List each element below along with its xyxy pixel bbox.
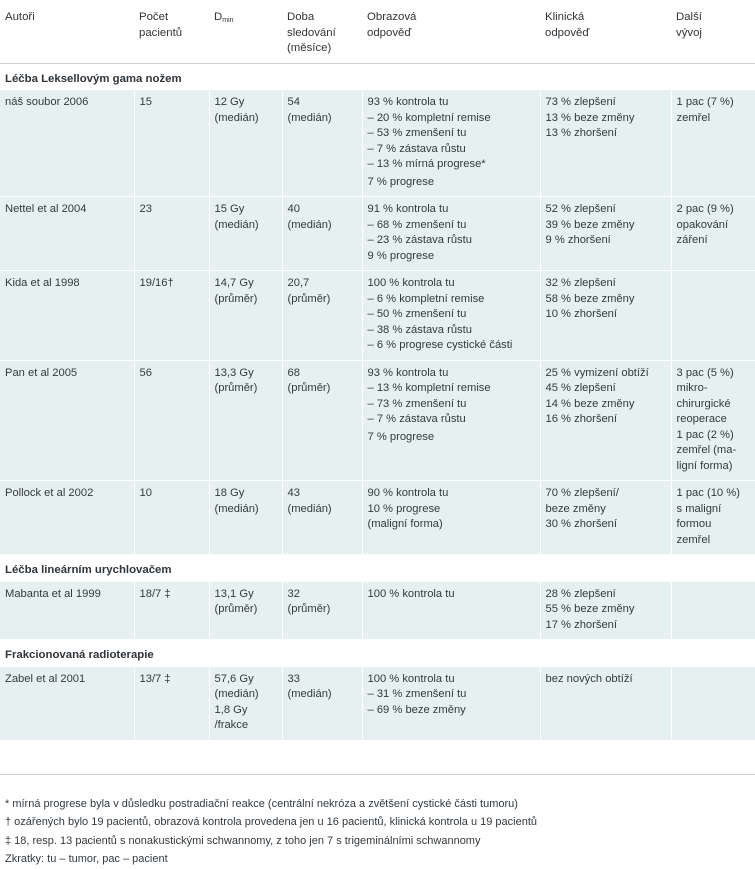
cell-line: 15 Gy <box>214 203 245 215</box>
cell-line: 1 pac (7 %) <box>676 96 734 108</box>
cell-line: – 31 % zmenšení tu <box>367 688 467 700</box>
cell-line: 10 % progrese <box>367 502 441 515</box>
header-followup: Doba sledování (měsíce) <box>282 0 362 63</box>
cell-text: Pollock et al 2002 <box>5 487 94 499</box>
cell-line: ligní forma) <box>676 459 733 472</box>
cell-line: 12 Gy <box>214 96 245 108</box>
section-header <box>0 555 755 582</box>
cell-line: 58 % beze změny <box>545 292 635 305</box>
cell-line: (medián) <box>214 111 259 124</box>
cell-line: – 7 % zástava růstu <box>367 142 466 155</box>
cell-line: (maligní forma) <box>367 518 443 530</box>
clinical-cell <box>540 360 671 481</box>
author-cell <box>0 271 134 361</box>
cell-line: 33 <box>287 672 300 685</box>
cell-line: bez nových obtíží <box>545 672 633 685</box>
cell-line: 52 % zlepšení <box>545 203 616 215</box>
footnotes <box>0 774 755 869</box>
cell-text: 19/16† <box>139 277 174 289</box>
patients-cell <box>134 481 209 555</box>
cell-line: 1,8 Gy <box>214 703 248 716</box>
cell-line: (medián) <box>214 218 259 231</box>
cell-line: opakování <box>676 218 729 231</box>
header-dmin: $D_{min}$ <box>209 0 282 63</box>
cell-line: 16 % zhoršení <box>545 413 618 425</box>
cell-line: – 23 % zástava růstu <box>367 234 472 246</box>
cell-line: 13,1 Gy <box>214 587 254 600</box>
clinical-cell <box>540 481 671 555</box>
cell-line: 1 pac (2 %) <box>676 428 734 441</box>
patients-cell <box>134 582 209 640</box>
cell-line: 14 % beze změny <box>545 397 635 410</box>
cell-line: záření <box>676 234 708 246</box>
table-row <box>0 667 755 741</box>
table-row <box>0 197 755 271</box>
cell-line: (medián) <box>287 111 332 124</box>
followup-cell <box>282 481 362 555</box>
clinical-cell <box>540 667 671 741</box>
cell-line: 100 % kontrola tu <box>367 277 455 289</box>
section-header <box>0 63 755 90</box>
cell-line: 32 % zlepšení <box>545 277 616 289</box>
cell-text: Pan et al 2005 <box>5 366 78 379</box>
further-cell <box>671 271 755 361</box>
cell-line: – 7 % zástava růstu <box>367 413 466 425</box>
header-clinical: Klinická odpověď <box>540 0 671 63</box>
cell-line: – 50 % zmenšení tu <box>367 308 467 320</box>
section-header <box>0 640 755 667</box>
cell-line: formou <box>676 518 712 530</box>
author-cell <box>0 90 134 197</box>
imaging-cell <box>362 360 540 481</box>
dose-cell <box>209 360 282 481</box>
cell-text: Kida et al 1998 <box>5 277 80 289</box>
patients-cell <box>134 667 209 741</box>
imaging-cell <box>362 667 540 741</box>
cell-text: 56 <box>139 366 152 379</box>
cell-line: 1 pac (10 %) <box>676 487 740 499</box>
cell-line: – 38 % zástava růstu <box>367 323 472 336</box>
further-cell <box>671 582 755 640</box>
table-row <box>0 90 755 197</box>
further-cell <box>671 481 755 555</box>
section-title: Léčba lineárním urychlovačem <box>0 555 755 582</box>
cell-line: (medián) <box>287 218 332 231</box>
footnote: ‡ 18, resp. 13 pacientů s nonakustickými schwannomy, z toho jen 7 s trigeminálními schwannomy <box>5 834 481 847</box>
header-authors: Autoři <box>0 0 134 63</box>
cell-line: (medián) <box>287 688 332 700</box>
followup-cell <box>282 360 362 481</box>
followup-cell <box>282 667 362 741</box>
cell-line: zemřel <box>676 533 711 546</box>
table-row <box>0 360 755 481</box>
table-row <box>0 582 755 640</box>
cell-line: 68 <box>287 366 300 379</box>
cell-line: 55 % beze změny <box>545 603 635 615</box>
cell-line: (průměr) <box>214 382 258 394</box>
cell-line: (medián) <box>287 502 332 515</box>
clinical-cell <box>540 197 671 271</box>
cell-line: 40 <box>287 203 300 215</box>
cell-line: 39 % beze změny <box>545 218 635 231</box>
cell-line: beze změny <box>545 502 606 515</box>
table-body <box>0 63 755 740</box>
clinical-cell <box>540 90 671 197</box>
followup-cell <box>282 582 362 640</box>
footnote: * mírná progrese byla v důsledku postradiační reakce (centrální nekróza a zvětšení cystické části tumoru) <box>5 797 518 810</box>
cell-line: (průměr) <box>214 603 258 615</box>
followup-cell <box>282 90 362 197</box>
cell-line: 7 % progrese <box>367 175 435 188</box>
cell-line: 32 <box>287 587 300 600</box>
section-title: Frakcionovaná radioterapie <box>0 640 755 667</box>
further-cell <box>671 90 755 197</box>
cell-line: chirurgické <box>676 397 731 410</box>
header-patients: Počet pacientů <box>134 0 209 63</box>
cell-line: – 69 % beze změny <box>367 703 466 716</box>
cell-line: 90 % kontrola tu <box>367 487 449 499</box>
cell-line: 91 % kontrola tu <box>367 203 449 215</box>
cell-text: Zabel et al 2001 <box>5 672 86 685</box>
abbreviations-note: Zkratky: tu – tumor, pac – pacient <box>5 853 168 866</box>
cell-line: (medián) <box>214 688 259 700</box>
cell-line: 100 % kontrola tu <box>367 587 455 600</box>
cell-line: 45 % zlepšení <box>545 382 616 394</box>
cell-line: – 13 % mírná progrese* <box>367 158 486 170</box>
cell-line: (průměr) <box>287 382 331 394</box>
imaging-cell <box>362 197 540 271</box>
cell-line: 43 <box>287 487 300 499</box>
cell-line: 70 % zlepšení/ <box>545 487 619 499</box>
cell-text: 13/7 ‡ <box>139 672 171 685</box>
cell-text: Nettel et al 2004 <box>5 203 87 215</box>
cell-line: reoperace <box>676 413 727 425</box>
dose-cell <box>209 271 282 361</box>
cell-line: 73 % zlepšení <box>545 96 616 108</box>
further-cell <box>671 360 755 481</box>
cell-line: 9 % progrese <box>367 249 435 262</box>
cell-line: 25 % vymizení obtíží <box>545 366 649 379</box>
followup-cell <box>282 271 362 361</box>
cell-line: – 68 % zmenšení tu <box>367 218 467 231</box>
cell-line: /frakce <box>214 719 249 731</box>
dose-cell <box>209 197 282 271</box>
cell-line: 93 % kontrola tu <box>367 366 449 379</box>
dose-cell <box>209 481 282 555</box>
cell-line: (průměr) <box>287 603 331 615</box>
cell-line: (průměr) <box>287 292 331 305</box>
cell-line: 13 % zhoršení <box>545 127 618 139</box>
imaging-cell <box>362 271 540 361</box>
cell-line: 7 % progrese <box>367 430 435 443</box>
cell-line: 54 <box>287 96 300 108</box>
header-further: Další vývoj <box>671 0 755 63</box>
cell-text: Mabanta et al 1999 <box>5 587 101 600</box>
further-cell <box>671 667 755 741</box>
imaging-cell <box>362 481 540 555</box>
cell-line: 18 Gy <box>214 487 245 499</box>
cell-line: 100 % kontrola tu <box>367 672 455 685</box>
cell-line: – 20 % kompletní remise <box>367 111 491 124</box>
cell-line: s maligní <box>676 502 722 515</box>
patients-cell <box>134 360 209 481</box>
cell-text: 18/7 ‡ <box>139 587 171 600</box>
followup-cell <box>282 197 362 271</box>
cell-line: 20,7 <box>287 277 310 289</box>
cell-line: 3 pac (5 %) <box>676 366 734 379</box>
cell-line: zemřel (ma- <box>676 444 737 456</box>
cell-line: 10 % zhoršení <box>545 308 618 320</box>
header-imaging: Obrazová odpověď <box>362 0 540 63</box>
cell-text: 10 <box>139 487 152 499</box>
cell-line: – 53 % zmenšení tu <box>367 127 467 139</box>
cell-line: 2 pac (9 %) <box>676 203 734 215</box>
author-cell <box>0 481 134 555</box>
cell-line: (průměr) <box>214 292 258 305</box>
dose-cell <box>209 582 282 640</box>
cell-line: 28 % zlepšení <box>545 587 616 600</box>
cell-text: 15 <box>139 96 152 108</box>
cell-line: mikro- <box>676 382 708 394</box>
cell-text: 23 <box>139 203 152 215</box>
cell-line: 17 % zhoršení <box>545 618 618 631</box>
author-cell <box>0 197 134 271</box>
cell-line: – 73 % zmenšení tu <box>367 397 467 410</box>
dose-cell <box>209 90 282 197</box>
footnote: † ozářených bylo 19 pacientů, obrazová kontrola provedena jen u 16 pacientů, klinická kontrola u 19 pacientů <box>5 816 538 829</box>
cell-line: 13 % beze změny <box>545 111 635 124</box>
cell-line: 30 % zhoršení <box>545 518 618 530</box>
cell-line: – 6 % kompletní remise <box>367 292 485 305</box>
cell-line: 9 % zhoršení <box>545 234 611 246</box>
cell-line: 14,7 Gy <box>214 277 254 289</box>
table-row <box>0 271 755 361</box>
cell-text: náš soubor 2006 <box>5 96 89 108</box>
further-cell <box>671 197 755 271</box>
section-title: Léčba Leksellovým gama nožem <box>0 63 755 90</box>
cell-line: – 13 % kompletní remise <box>367 382 491 394</box>
cell-line: zemřel <box>676 111 711 124</box>
patients-cell <box>134 197 209 271</box>
cell-line: – 6 % progrese cystické části <box>367 339 513 351</box>
imaging-cell <box>362 90 540 197</box>
cell-line: (medián) <box>214 502 259 515</box>
table-row <box>0 481 755 555</box>
imaging-cell <box>362 582 540 640</box>
dose-cell <box>209 667 282 741</box>
patients-cell <box>134 90 209 197</box>
cell-line: 93 % kontrola tu <box>367 96 449 108</box>
clinical-cell <box>540 582 671 640</box>
patients-cell <box>134 271 209 361</box>
author-cell <box>0 582 134 640</box>
author-cell <box>0 667 134 741</box>
header-row <box>0 0 755 63</box>
author-cell <box>0 360 134 481</box>
clinical-cell <box>540 271 671 361</box>
cell-line: 13,3 Gy <box>214 366 254 379</box>
cell-line: 57,6 Gy <box>214 672 254 685</box>
